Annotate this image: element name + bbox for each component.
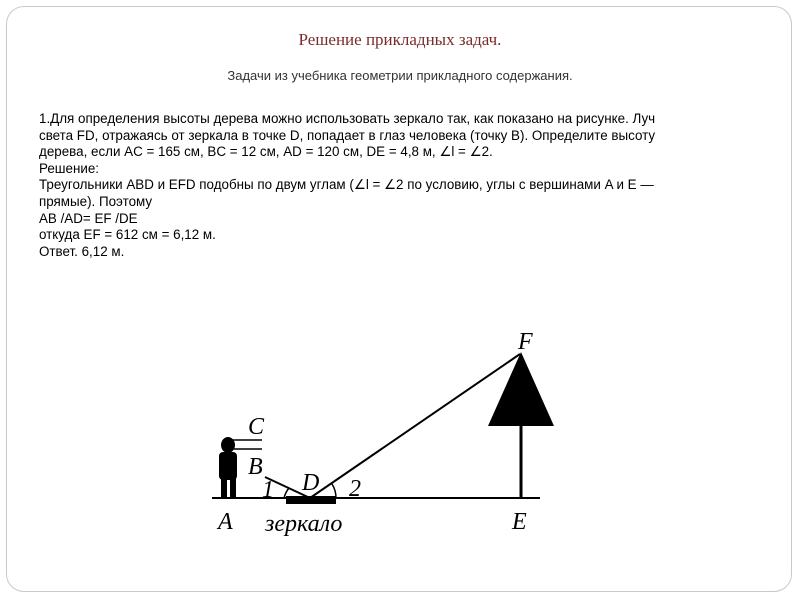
problem-line: дерева, если AC = 165 см, BC = 12 см, AD = 120 см, DE = 4,8 м, ∠l = ∠2.	[39, 144, 493, 160]
label-angle-2: 2	[349, 476, 361, 502]
slide-title: Решение прикладных задач.	[298, 30, 502, 49]
solution-heading: Решение:	[39, 160, 100, 176]
label-f: F	[518, 329, 533, 355]
label-e: E	[512, 509, 527, 535]
slide-subtitle: Задачи из учебника геометрии прикладного содержания.	[227, 68, 573, 83]
label-angle-1: 1	[262, 477, 274, 503]
proportion-line: AB /AD= EF /DE	[39, 210, 138, 226]
label-mirror: зеркало	[265, 511, 343, 537]
result-line: откуда EF = 612 см = 6,12 м.	[39, 227, 216, 243]
solution-line: прямые). Поэтому	[39, 193, 153, 209]
tree-crown	[488, 352, 554, 426]
label-c: C	[248, 414, 265, 440]
angle-arc-2	[332, 484, 336, 498]
answer-line: Ответ. 6,12 м.	[39, 243, 125, 259]
label-b: B	[248, 454, 263, 480]
solution-line: Треугольники ABD и EFD подобны по двум углам (∠l = ∠2 по условию, углы с вершинами A и E —	[39, 177, 654, 193]
problem-line: света FD, отражаясь от зеркала в точке D, попадает в глаз человека (точку B). Определите высоту	[39, 127, 656, 143]
problem-line: 1.Для определения высоты дерева можно использовать зеркало так, как показано на рисунке. Луч	[39, 111, 656, 126]
label-d: D	[302, 470, 320, 496]
label-a: A	[218, 509, 233, 535]
